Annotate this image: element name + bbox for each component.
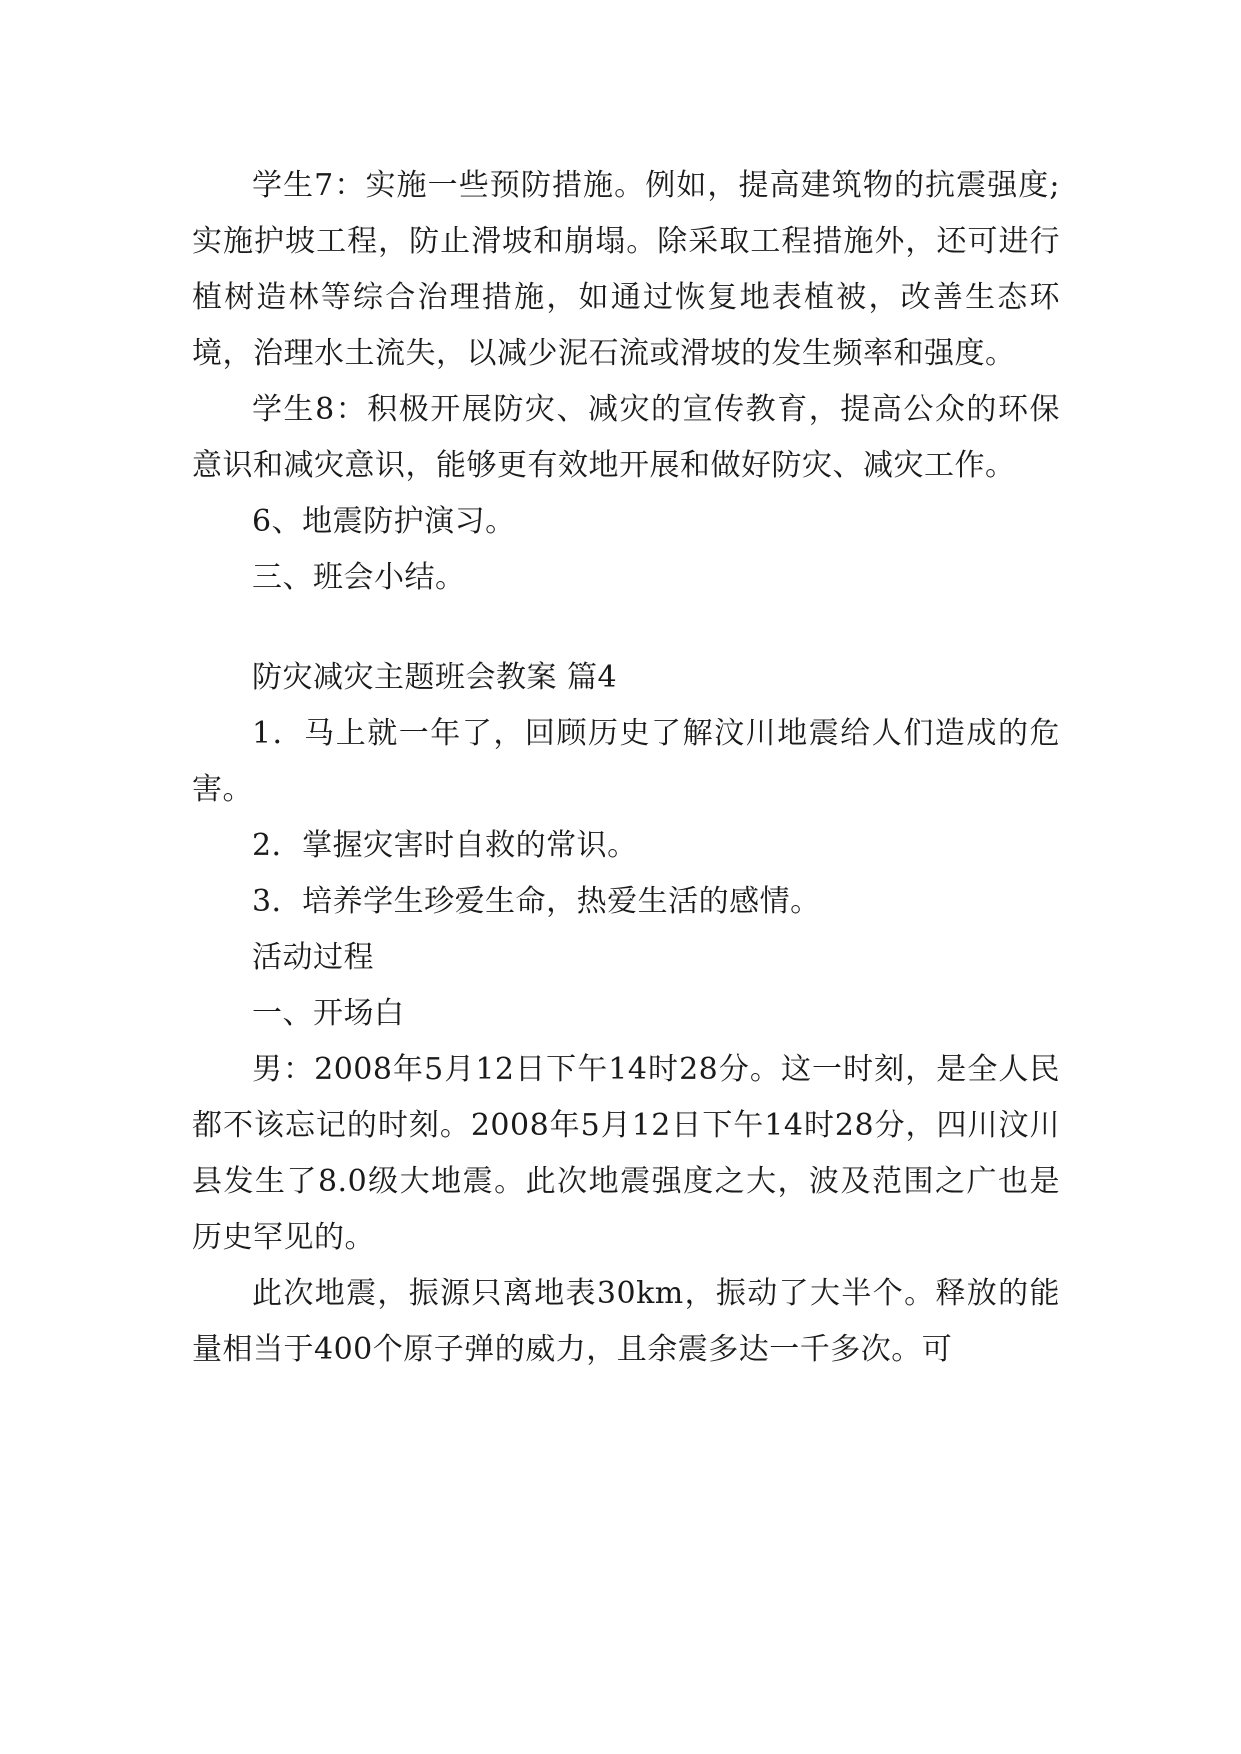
section-title: 防灾减灾主题班会教案 篇4 bbox=[252, 660, 618, 695]
paragraph-activity-heading: 活动过程 bbox=[252, 940, 374, 975]
paragraph-opening-male: 男：2008年5月12日下午14时28分。这一时刻，是全人民都不该忘记的时刻。2008年5月12日下午14时28分，四川汶川县发生了8.0级大地震。此次地震强度之大，波及范围之广也是历史罕见的。 bbox=[192, 1052, 1060, 1255]
paragraph-earthquake-facts: 此次地震，振源只离地表30km，振动了大半个。释放的能量相当于400个原子弹的威力，且余震多达一千多次。可 bbox=[192, 1276, 1060, 1367]
paragraph-goal-1: 1．马上就一年了，回顾历史了解汶川地震给人们造成的危害。 bbox=[192, 716, 1060, 807]
document-body bbox=[192, 158, 1060, 1378]
paragraph-goal-3: 3．培养学生珍爱生命，热爱生活的感情。 bbox=[252, 884, 821, 919]
paragraph-summary: 三、班会小结。 bbox=[252, 560, 466, 595]
paragraph-student-8: 学生8：积极开展防灾、减灾的宣传教育，提高公众的环保意识和减灾意识，能够更有效地开展和做好防灾、减灾工作。 bbox=[192, 392, 1060, 483]
section-gap bbox=[192, 606, 1060, 650]
paragraph-drill: 6、地震防护演习。 bbox=[252, 504, 516, 539]
paragraph-goal-2: 2．掌握灾害时自救的常识。 bbox=[252, 828, 638, 863]
paragraph-opening-heading: 一、开场白 bbox=[252, 996, 405, 1031]
paragraph-student-7: 学生7：实施一些预防措施。例如，提高建筑物的抗震强度;实施护坡工程，防止滑坡和崩塌。除采取工程措施外，还可进行植树造林等综合治理措施，如通过恢复地表植被，改善生态环境，治理水土流失，以减少泥石流或滑坡的发生频率和强度。 bbox=[192, 168, 1060, 371]
